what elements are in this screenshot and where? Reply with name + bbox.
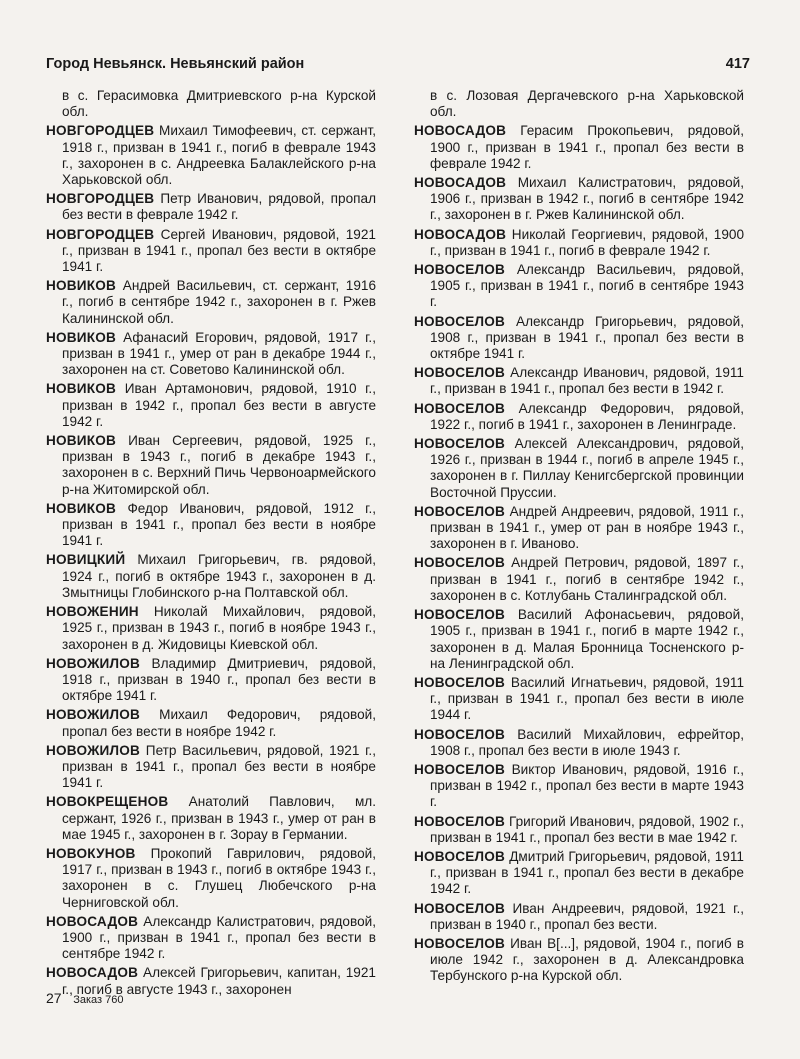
entry-text: Виктор Иванович, рядовой, 1916 г., призван в 1942 г., пропал без вести в марте 1943 г.	[430, 761, 744, 810]
surname: НОВИКОВ	[46, 381, 117, 397]
surname: НОВОСЕЛОВ	[414, 436, 506, 452]
entry-text: Афанасий Егорович, рядовой, 1917 г., призван в 1941 г., умер от ран в декабре 1944 г., захоронен на ст. Советово Калининской обл.	[62, 329, 376, 378]
list-entry	[414, 227, 744, 259]
entry-text: Василий Афонасьевич, рядовой, 1905 г., призван в 1941 г., погиб в марте 1942 г., захоронен в д. Малая Бронница Тосненского р-на Ленинградской обл.	[430, 607, 744, 671]
surname: НОВОСЕЛОВ	[414, 262, 506, 278]
left-column	[46, 88, 376, 1001]
entry-text: Василий Игнатьевич, рядовой, 1911 г., призван в 1941 г., пропал без вести в июле 1944 г.	[430, 674, 745, 723]
list-entry	[414, 123, 744, 172]
entry-text: Михаил Тимофеевич, ст. сержант, 1918 г., призван в 1941 г., погиб в феврале 1943 г., захоронен в с. Андреевка Балаклейского р-на Харьковской обл.	[62, 123, 376, 188]
entry-text: Иван Андреевич, рядовой, 1921 г., призван в 1940 г., пропал без вести.	[430, 900, 745, 932]
entry-text: Анатолий Павлович, мл. сержант, 1926 г., призван в 1943 г., умер от ран в мае 1945 г., захоронен в г. Зорау в Германии.	[62, 794, 376, 842]
entry-text: Герасим Прокопьевич, рядовой, 1900 г., призван в 1941 г., пропал без вести в феврале 1942 г.	[430, 123, 744, 171]
entry-text: Андрей Васильевич, ст. сержант, 1916 г., погиб в сентябре 1942 г., захоронен в г. Ржев Калининской обл.	[62, 278, 376, 326]
entry-text: Петр Иванович, рядовой, пропал без вести в феврале 1942 г.	[62, 191, 376, 223]
list-entry	[414, 814, 744, 846]
list-entry	[46, 278, 376, 327]
entry-text: Василий Михайлович, ефрейтор, 1908 г., пропал без вести в июле 1943 г.	[430, 726, 745, 758]
list-entry	[46, 88, 376, 120]
surname: НОВОСАДОВ	[414, 226, 507, 242]
list-entry	[414, 849, 744, 898]
entry-text: Алексей Александрович, рядовой, 1926 г., призван в 1944 г., погиб в апреле 1945 г., захоронен в г. Пиллау Кенигсбергской провинции Восточной Пруссии.	[430, 436, 744, 500]
surname: НОВИКОВ	[46, 500, 117, 516]
surname: НОВИКОВ	[46, 433, 117, 449]
entry-text: Александр Григорьевич, рядовой, 1908 г., призван в 1941 г., пропал без вести в октябре 1941 г.	[430, 313, 744, 362]
entry-text: Сергей Иванович, рядовой, 1921 г., призван в 1941 г., пропал без вести в октябре 1941 г.	[62, 226, 376, 275]
surname: НОВОЖИЛОВ	[46, 742, 141, 758]
right-column	[414, 88, 744, 988]
entry-text: Иван Сергеевич, рядовой, 1925 г., призван в 1943 г., погиб в декабре 1943 г., захоронен в с. Верхний Пичь Червоноармейского р-на Житомирской обл.	[62, 433, 376, 497]
list-entry	[414, 262, 744, 311]
list-entry	[414, 504, 744, 553]
entry-text: Михаил Григорьевич, гв. рядовой, 1924 г., погиб в октябре 1943 г., захоронен в д. Змытницы Глобинского р-на Полтавской обл.	[62, 552, 376, 600]
surname: НОВГОРОДЦЕВ	[46, 123, 155, 139]
entry-text: Андрей Андреевич, рядовой, 1911 г., призван в 1941 г., умер от ран в ноябре 1943 г., захоронен в г. Иваново.	[430, 503, 745, 552]
list-entry	[46, 433, 376, 498]
surname: НОВОЖИЛОВ	[46, 655, 141, 671]
list-entry	[414, 365, 744, 397]
entry-text: в с. Лозовая Дергачевского р-на Харьковской обл.	[430, 88, 744, 120]
entry-text: Михаил Калистратович, рядовой, 1906 г., призван в 1942 г., погиб в сентябре 1942 г., захоронен в г. Ржев Калининской обл.	[430, 175, 744, 223]
list-entry	[46, 743, 376, 792]
list-entry	[46, 191, 376, 223]
list-entry	[46, 227, 376, 276]
list-entry	[414, 607, 744, 672]
entry-text: Григорий Иванович, рядовой, 1902 г., призван в 1941 г., пропал без вести в мае 1942 г.	[430, 813, 744, 845]
surname: НОВОСЕЛОВ	[414, 555, 506, 571]
surname: НОВОСЕЛОВ	[414, 607, 506, 623]
entry-text: Федор Иванович, рядовой, 1912 г., призван в 1941 г., пропал без вести в ноябре 1941 г.	[62, 500, 376, 549]
page-header	[46, 56, 750, 72]
surname: НОВОСАДОВ	[414, 175, 507, 191]
list-entry	[414, 401, 744, 433]
running-title: Город Невьянск. Невьянский район	[46, 56, 305, 72]
list-entry	[46, 707, 376, 739]
surname: НОВИКОВ	[46, 329, 117, 345]
entry-text: Александр Калистратович, рядовой, 1900 г., призван в 1941 г., пропал без вести в сентябре 1942 г.	[62, 913, 376, 962]
surname: НОВОСАДОВ	[46, 913, 139, 929]
list-entry	[46, 604, 376, 653]
surname: НОВОКРЕЩЕНОВ	[46, 794, 169, 810]
list-entry	[414, 555, 744, 604]
entry-text: Иван Артамонович, рядовой, 1910 г., призван в 1942 г., пропал без вести в августе 1942 г.	[62, 381, 376, 429]
list-entry	[414, 727, 744, 759]
surname: НОВГОРОДЦЕВ	[46, 226, 155, 242]
surname: НОВИКОВ	[46, 278, 117, 294]
signature-number: 27	[46, 990, 62, 1006]
list-entry	[46, 914, 376, 963]
list-entry	[46, 794, 376, 843]
entry-text: Дмитрий Григорьевич, рядовой, 1911 г., призван в 1941 г., пропал без вести в декабре 1942 г.	[430, 848, 744, 897]
entry-text: Петр Васильевич, рядовой, 1921 г., призван в 1941 г., пропал без вести в ноябре 1941 г.	[62, 742, 376, 791]
list-entry	[46, 330, 376, 379]
entry-text: Владимир Дмитриевич, рядовой, 1918 г., призван в 1940 г., пропал без вести в октябре 1941 г.	[62, 655, 376, 704]
surname: НОВОСАДОВ	[414, 123, 507, 139]
surname: НОВОСЕЛОВ	[414, 813, 506, 829]
surname: НОВОСЕЛОВ	[414, 365, 506, 381]
entry-text: Николай Михайлович, рядовой, 1925 г., призван в 1943 г., погиб в ноябре 1943 г., захоронен в д. Жидовицы Киевской обл.	[62, 604, 376, 652]
surname: НОВОСЕЛОВ	[414, 935, 506, 951]
entry-text: в с. Герасимовка Дмитриевского р-на Курской обл.	[62, 88, 376, 120]
entry-text: Андрей Петрович, рядовой, 1897 г., призван в 1941 г., погиб в сентябре 1942 г., захоронен в с. Котлубань Сталинградской обл.	[430, 555, 744, 603]
list-entry	[46, 656, 376, 705]
page-number: 417	[725, 56, 750, 72]
surname: НОВОСЕЛОВ	[414, 900, 506, 916]
list-entry	[414, 314, 744, 363]
surname: НОВГОРОДЦЕВ	[46, 191, 155, 207]
list-entry	[414, 901, 744, 933]
surname: НОВОСАДОВ	[46, 965, 139, 981]
surname: НОВОЖЕНИН	[46, 604, 139, 620]
list-entry	[414, 936, 744, 985]
list-entry	[46, 846, 376, 911]
list-entry	[46, 123, 376, 188]
surname: НОВОСЕЛОВ	[414, 313, 506, 329]
surname: НОВОСЕЛОВ	[414, 848, 506, 864]
surname: НОВОСЕЛОВ	[414, 726, 506, 742]
surname: НОВОСЕЛОВ	[414, 503, 506, 519]
entry-text: Михаил Федорович, рядовой, пропал без вести в ноябре 1942 г.	[62, 707, 377, 739]
surname: НОВОСЕЛОВ	[414, 761, 506, 777]
list-entry	[414, 436, 744, 501]
entry-text: Александр Иванович, рядовой, 1911 г., призван в 1941 г., пропал без вести в 1942 г.	[430, 365, 744, 397]
list-entry	[46, 381, 376, 430]
list-entry	[46, 552, 376, 601]
list-entry	[46, 501, 376, 550]
entry-text: Николай Георгиевич, рядовой, 1900 г., призван в 1941 г., погиб в феврале 1942 г.	[430, 226, 745, 258]
page-footer	[46, 990, 123, 1006]
surname: НОВИЦКИЙ	[46, 552, 126, 568]
entry-text: Александр Федорович, рядовой, 1922 г., погиб в 1941 г., захоронен в Ленинграде.	[430, 400, 744, 432]
entry-text: Иван В[...], рядовой, 1904 г., погиб в июле 1942 г., захоронен в д. Александровка Тербунского р-на Курской обл.	[430, 935, 744, 984]
surname: НОВОСЕЛОВ	[414, 674, 506, 690]
entry-text: Алексей Григорьевич, капитан, 1921 г., погиб в августе 1943 г., захоронен	[62, 965, 376, 997]
entry-text: Александр Васильевич, рядовой, 1905 г., призван в 1941 г., погиб в сентябре 1943 г.	[430, 262, 744, 310]
list-entry	[414, 175, 744, 224]
entry-text: Прокопий Гаврилович, рядовой, 1917 г., призван в 1943 г., погиб в октябре 1943 г., захоронен в с. Глушец Любечского р-на Черниговской обл.	[62, 845, 377, 910]
print-order: Заказ 760	[73, 994, 124, 1006]
list-entry	[414, 675, 744, 724]
list-entry	[414, 762, 744, 811]
surname: НОВОСЕЛОВ	[414, 400, 506, 416]
surname: НОВОЖИЛОВ	[46, 707, 141, 723]
list-entry	[414, 88, 744, 120]
surname: НОВОКУНОВ	[46, 845, 136, 861]
